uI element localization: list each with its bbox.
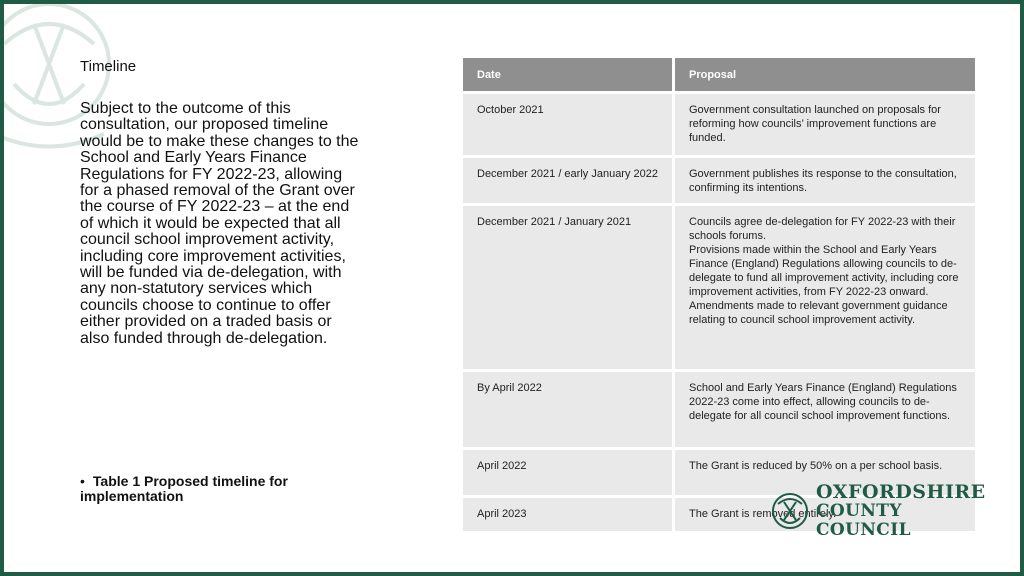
caption-text: Table 1 Proposed timeline for implementation	[80, 473, 288, 504]
row-date: April 2023	[463, 498, 672, 531]
row-proposal	[675, 206, 975, 369]
logo-wordmark	[816, 480, 986, 540]
logo-line-1: OXFORDSHIRE	[816, 480, 986, 503]
proposal-line: Councils agree de-delegation for FY 2022-23 with their schools forums.	[689, 216, 956, 242]
proposal-line: The Grant is removed entirely.	[689, 508, 837, 520]
header-proposal: Proposal	[675, 58, 975, 91]
row-date: By April 2022	[463, 372, 672, 447]
intro-paragraph: Subject to the outcome of this consultation, our proposed timeline would be to make these changes to the School and Early Years Finance Regulations for FY 2022-23, allowing for a phased removal of the Grant over the course of FY 2022-23 – at the end of which it would be expected that all council school improvement activity, including core improvement activities, will be funded via de-delegation, with any non-statutory services which councils choose to continue to offer either provided on a traded basis or also funded through de-delegation.	[80, 100, 359, 347]
timeline-table	[463, 58, 975, 534]
proposal-line: The Grant is reduced by 50% on a per school basis.	[689, 460, 943, 472]
row-date: December 2021 / early January 2022	[463, 158, 672, 203]
proposal-line: School and Early Years Finance (England) Regulations 2022-23 come into effect, allowing councils to de-delegate for all council school improvement functions.	[689, 382, 957, 422]
row-proposal	[675, 158, 975, 203]
table-caption	[80, 474, 360, 504]
oxfordshire-logo	[768, 480, 986, 540]
proposal-line: Government publishes its response to the consultation, confirming its intentions.	[689, 168, 957, 194]
proposal-line: Provisions made within the School and Early Years Finance (England) Regulations allowing councils to de-delegate to fund all improvement activity, including core improvement activities, from FY 2022-23 onward.	[689, 244, 959, 298]
table-row	[463, 372, 975, 447]
council-crest-icon	[768, 490, 812, 532]
row-date: April 2022	[463, 450, 672, 495]
header-date: Date	[463, 58, 672, 91]
proposal-line: Government consultation launched on proposals for reforming how councils’ improvement functions are funded.	[689, 104, 941, 144]
row-proposal	[675, 372, 975, 447]
table-header-row	[463, 58, 975, 91]
row-proposal	[675, 94, 975, 155]
logo-line-2: COUNTY COUNCIL	[816, 500, 911, 540]
section-heading: Timeline	[80, 58, 137, 75]
table-row	[463, 94, 975, 155]
intro-text-column	[80, 58, 360, 347]
caption-bullet: •	[80, 473, 85, 489]
row-date: December 2021 / January 2021	[463, 206, 672, 369]
table-row	[463, 158, 975, 203]
row-date: October 2021	[463, 94, 672, 155]
table-row	[463, 206, 975, 369]
proposal-line: Amendments made to relevant government guidance relating to council school improvement activity.	[689, 300, 948, 326]
